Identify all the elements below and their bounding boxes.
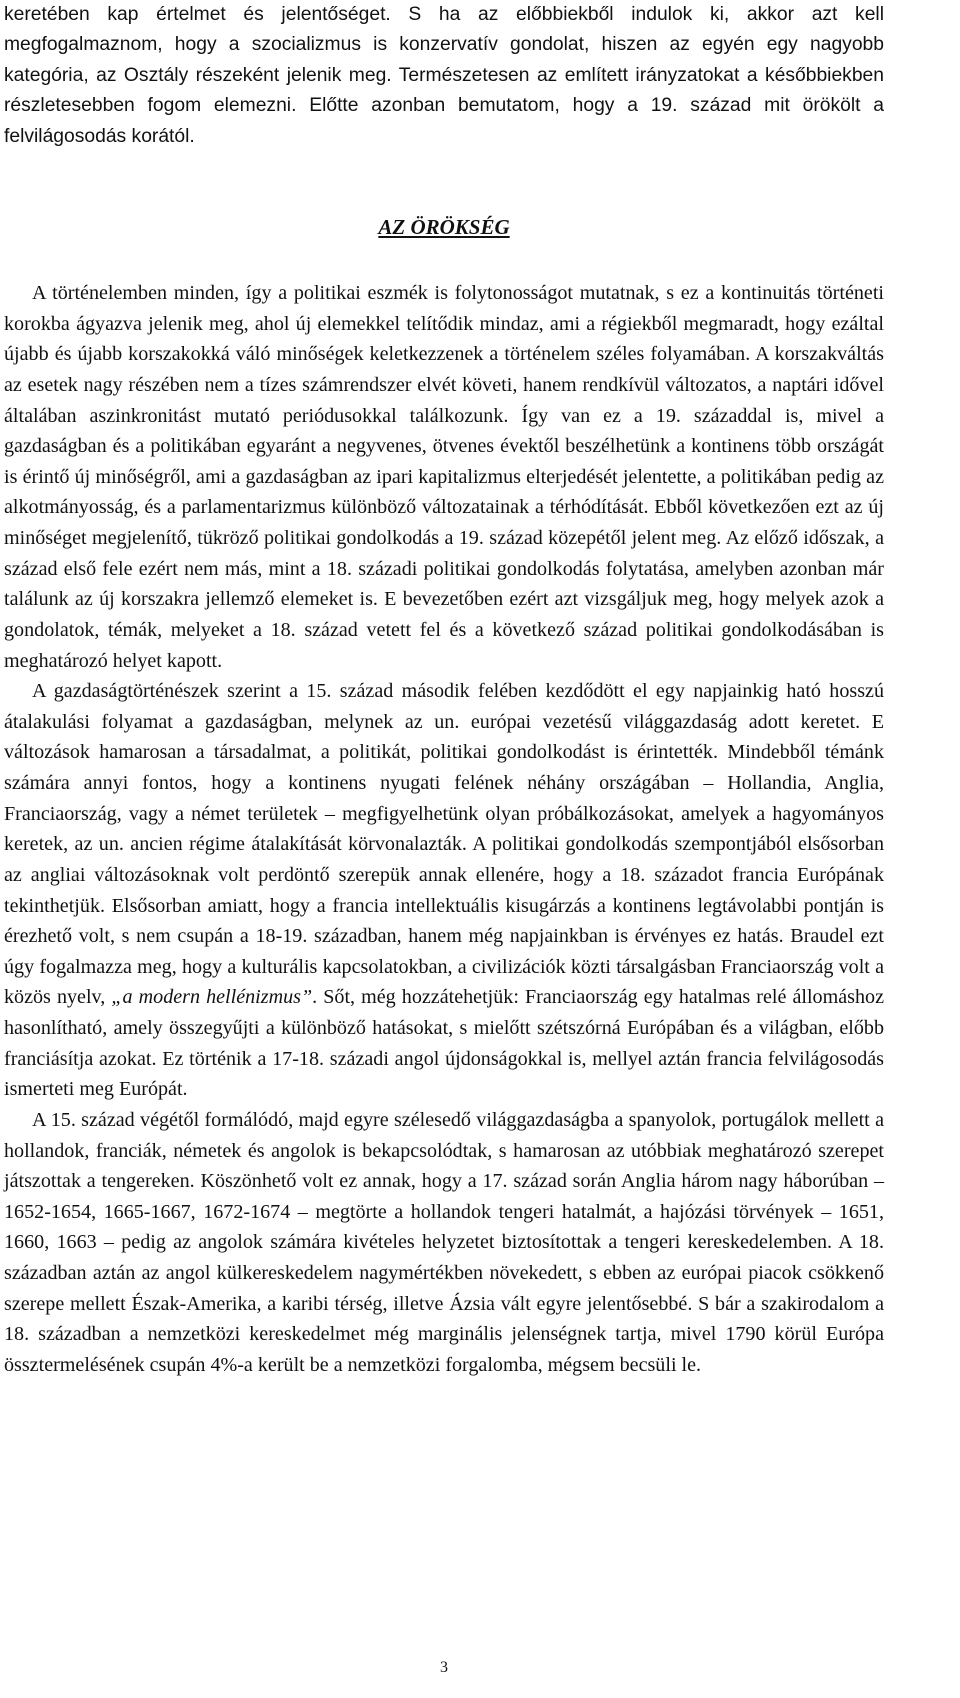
document-page bbox=[4, 0, 884, 1676]
paragraph-3: A 15. század végétől formálódó, majd egyre szélesedő világgazdaságba a spanyolok, portugálok mellett a hollandok, franciák, németek és angolok is bekapcsolódtak, s hamarosan az utóbbiak meghatározó szerepet játszottak a tengereken. Köszönhető volt ez annak, hogy a 17. század során Anglia három nagy háborúban – 1652-1654, 1665-1667, 1672-1674 – megtörte a hollandok tengeri hatalmát, a hajózási törvények – 1651, 1660, 1663 – pedig az angolok számára kivételes helyzetet biztosítottak a tengeri kereskedelemben. A 18. században aztán az angol külkereskedelem nagymértékben növekedett, s ebben az európai piacok csökkenő szerepe mellett Észak-Amerika, a karibi térség, illetve Ázsia vált egyre jelentősebbé. S bár a szakirodalom a 18. században a nemzetközi kereskedelmet még marginális jelenségnek tartja, mivel 1790 körül Európa össztermelésének csupán 4%-a került be a nemzetközi forgalomba, mégsem becsüli le. bbox=[4, 1108, 884, 1376]
paragraph-2 bbox=[4, 676, 884, 1105]
paragraph-1: A történelemben minden, így a politikai eszmék is folytonosságot mutatnak, s ez a kontinuitás történeti korokba ágyazva jelenik meg, ahol új elemekkel telítődik mindaz, ami a régiekből megmaradt, hogy ezáltal újabb és újabb korszakokká váló minőségek keletkezzenek a történelem széles folyamában. A korszakváltás az esetek nagy részében nem a tízes számrendszer elvét követi, hanem rendkívül változatos, a naptári idővel általában aszinkronitást mutató periódusokkal találkozunk. Így van ez a 19. századdal is, mivel a gazdaságban és a politikában egyaránt a negyvenes, ötvenes évektől beszélhetünk a kontinens több országát is érintő új minőségről, ami a gazdaságban az ipari kapitalizmus elterjedését jelentette, a politikában pedig az alkotmányosság, és a parlamentarizmus különböző változatainak a térhódítását. Ebből következően ezt az új minőséget megjelenítő, tükröző politikai gondolkodás a 19. század közepétől jelent meg. Az előző időszak, a század első fele ezért nem más, mint a 18. századi politikai gondolkodás folytatása, amelyben azonban már találunk az új korszakra jellemző elemeket is. E bevezetőben ezért azt vizsgáljuk meg, hogy melyek azok a gondolatok, témák, melyeket a 18. század vetett fel és a következő század politikai gondolkodásában is meghatározó helyet kapott. bbox=[4, 282, 884, 672]
paragraph-2-text-b: . Sőt, még hozzátehetjük: Franciaország egy hatalmas relé állomáshoz hasonlítható, amely összegyűjti a különböző hatásokat, s mielőtt szétszórná Európában és a világban, előbb franciásítja azokat. Ez történik a 17-18. századi angol újdonságokkal is, mellyel aztán francia felvilágosodás ismerteti meg Európát. bbox=[4, 986, 884, 1101]
page-number: 3 bbox=[440, 1659, 448, 1676]
paragraph-2-quote: „a modern hellénizmus” bbox=[111, 986, 313, 1009]
section-heading: AZ ÖRÖKSÉG bbox=[378, 215, 510, 239]
intro-paragraph: keretében kap értelmet és jelentőséget. S ha az előbbiekből indulok ki, akkor azt kell megfogalmaznom, hogy a szocializmus is konzervatív gondolat, hiszen az egyén egy nagyobb kategória, az Osztály részeként jelenik meg. Természetesen az említett irányzatokat a későbbiekben részletesebben fogom elemezni. Előtte azonban bemutatom, hogy a 19. század mit örökölt a felvilágosodás korától. bbox=[4, 4, 884, 147]
section-body bbox=[4, 278, 884, 1381]
paragraph-2-text-a: A gazdaságtörténészek szerint a 15. század második felében kezdődött el egy napjainkig ható hosszú átalakulási folyamat a gazdaságban, melynek az un. európai vezetésű világgazdaság adott keretet. E változások hamarosan a társadalmat, a politikát, politikai gondolkodást is érintették. Mindebből témánk számára annyi fontos, hogy a kontinens nyugati felének néhány országában – Hollandia, Anglia, Franciaország, vagy a német területek – megfigyelhetünk olyan próbálkozásokat, amelyek a hagyományos keretek, az un. ancien régime átalakítását körvonalazták. A politikai gondolkodás szempontjából elsősorban az angliai változásoknak volt perdöntő szerepük annak ellenére, hogy a 18. századot francia Európának tekinthetjük. Elsősorban amiatt, hogy a francia intellektuális kisugárzás a kontinens legtávolabbi pontján is érezhető volt, s nem csupán a 18-19. században, hanem még napjainkban is érvényes ez hatás. Braudel ezt úgy fogalmazza meg, hogy a kulturális kapcsolatokban, a civilizációk közti társalgásban Franciaország volt a közös nyelv, bbox=[4, 680, 884, 1009]
